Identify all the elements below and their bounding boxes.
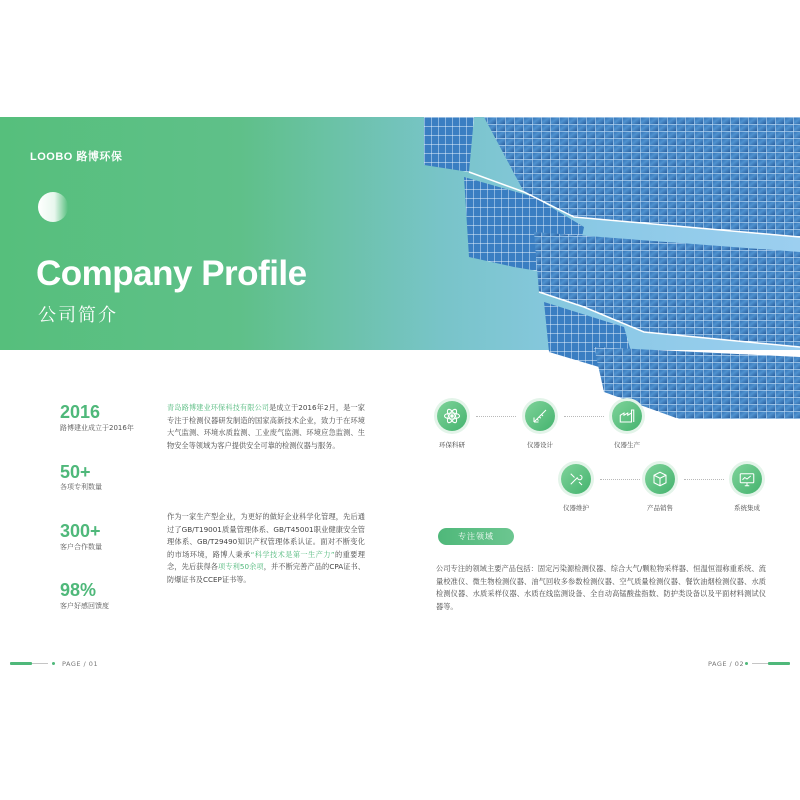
process-label-research: 环保科研 [439,441,465,449]
quality-paragraph [167,511,365,587]
footer-dot [745,662,748,665]
stat-patents-label: 各项专利数量 [60,483,102,491]
stat-clients-value: 300+ [60,521,101,541]
process-connector [684,479,724,480]
process-label-design: 仪器设计 [527,441,553,449]
ruler-icon [525,401,555,431]
stat-founded-label: 路博建业成立于2016年 [60,424,134,432]
page-number-right: PAGE / 02 [708,660,745,668]
stat-founded-year: 2016 [60,402,101,422]
stat-patents-value: 50+ [60,462,91,482]
quality-highlight-slogan: “科学技术是第一生产力” [250,549,335,559]
company-name: 青岛路博建业环保科技有限公司 [167,403,270,412]
box-icon [645,464,675,494]
footer-accent-bar [768,662,790,665]
process-label-production: 仪器生产 [614,441,640,449]
stat-satisfaction-value: 98% [60,580,97,600]
page-number-left: PAGE / 01 [62,660,99,668]
decorative-circle [38,192,68,222]
quality-text-middle: 的重要理念，先后获得各 [167,549,365,572]
stat-clients-label: 客户合作数量 [60,543,102,551]
process-label-maintenance: 仪器维护 [563,504,589,512]
intro-text: 是成立于2016年2月，是一家专注于检测仪器研发制造的国家高新技术企业，致力于在环境大气监测、环境水质监测、工业废气监测、环境应急监测、生物安全等领域为客户提供安全可靠的检测仪器与服务。 [167,403,365,450]
page-title-chinese: 公司简介 [38,305,118,326]
process-label-integration: 系统集成 [734,504,760,512]
footer-dot [52,662,55,665]
page-title-english: Company Profile [36,254,307,293]
footer-accent-bar [10,662,32,665]
tools-icon [561,464,591,494]
stat-satisfaction-label: 客户好感回馈度 [60,602,109,610]
company-logo: LOOBO 路博环保 [30,151,123,163]
quality-text-after: ，并不断完善产品的CPA证书、防爆证书及CCEP证书等。 [167,562,366,584]
process-connector [564,416,604,417]
process-connector [476,416,516,417]
quality-text-before: 作为一家生产型企业，为更好的做好企业科学化管理，先后通过了GB/T19001质量管理体系、GB/T45001职业健康安全管理体系、GB/T29490知识产权管理体系认证。面对不断变化的市场环境，路博人秉承 [167,512,365,559]
focus-paragraph: 公司专注的领域主要产品包括：固定污染源检测仪器、综合大气/颗粒物采样器、恒温恒湿称重系统、流量校准仪、微生物检测仪器、油气回收多参数检测仪器、空气质量检测仪器、餐饮油烟检测仪器、水质检测仪器、水质采样仪器、水质在线监测设备、全自动高锰酸盐指数、防护类设备以及平面材料测试仪器等。 [436,564,766,611]
focus-area-badge: 专注领域 [438,528,514,545]
process-connector [600,479,640,480]
factory-icon [612,401,642,431]
monitor-icon [732,464,762,494]
process-label-sales: 产品销售 [647,504,673,512]
intro-paragraph [167,402,365,452]
building-image [424,117,800,419]
atom-icon [437,401,467,431]
quality-highlight-patents: 项专利50余项 [218,562,264,572]
